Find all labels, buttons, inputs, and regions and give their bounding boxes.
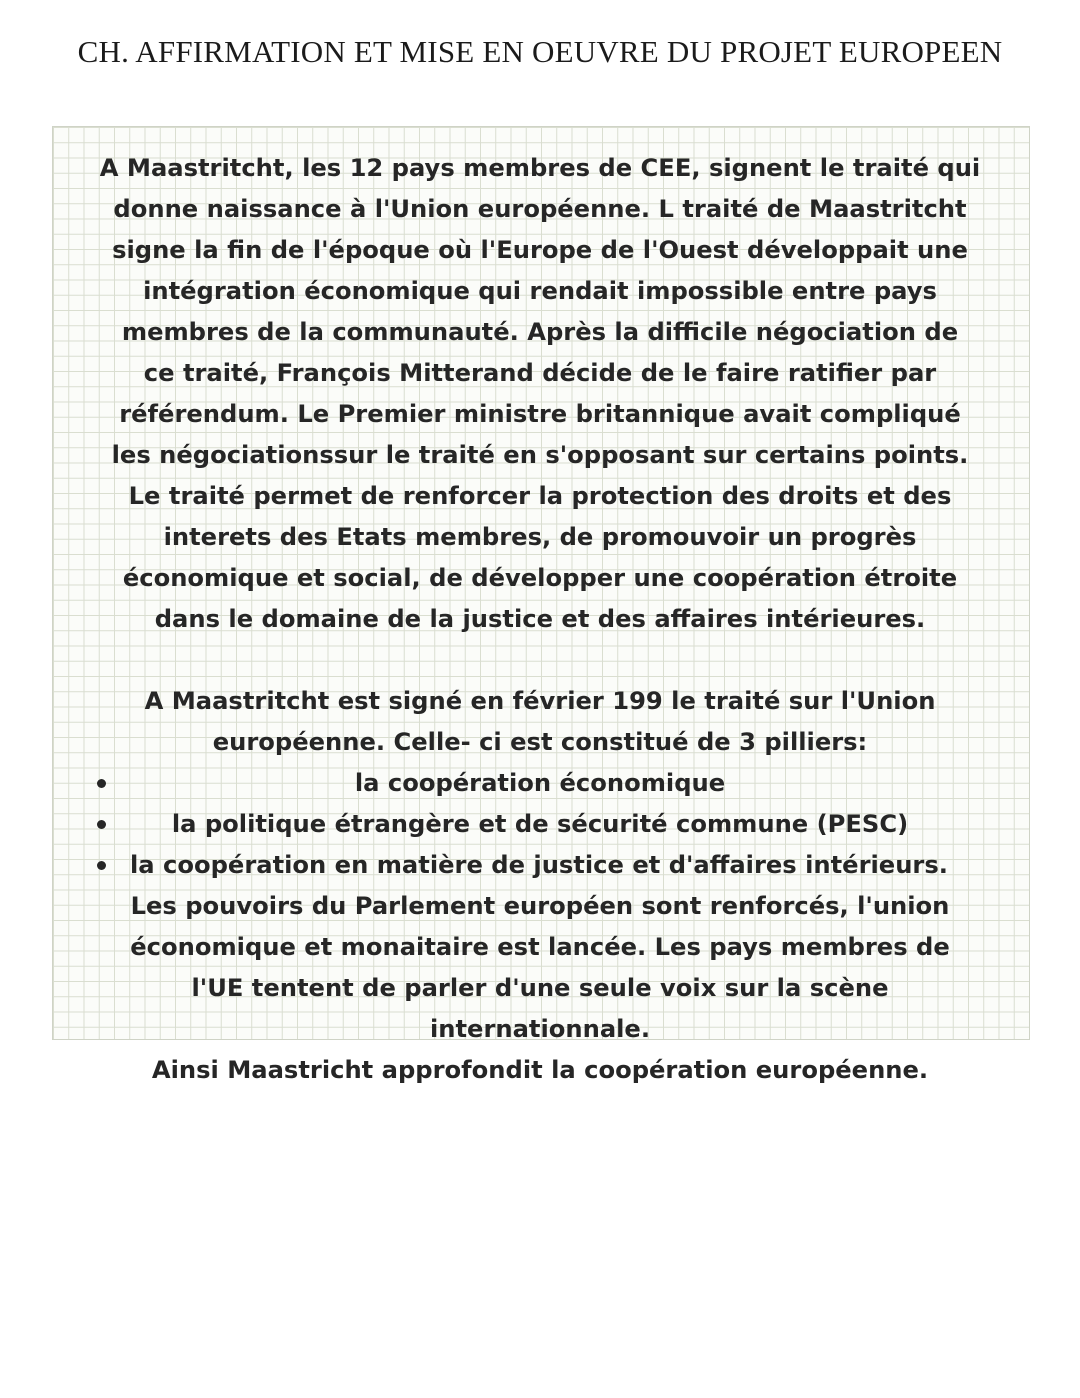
text-line: intégration économique qui rendait impossible entre pays bbox=[143, 277, 937, 305]
text-line: A Maastritcht est signé en février 199 le traité sur l'Union bbox=[144, 687, 936, 715]
text-line: européenne. Celle- ci est constitué de 3 pilliers: bbox=[212, 728, 868, 756]
conclusion-line: Ainsi Maastricht approfondit la coopération européenne. bbox=[151, 1056, 929, 1084]
text-line: internationnale. bbox=[429, 1015, 651, 1043]
pillars-list bbox=[52, 763, 1028, 886]
text-line: les négociationssur le traité en s'opposant sur certains points. bbox=[111, 441, 969, 469]
paragraph-pillars-intro bbox=[52, 681, 1028, 763]
bullet-icon bbox=[97, 820, 106, 829]
text-line: économique et social, de développer une coopération étroite bbox=[122, 564, 958, 592]
text-line: interets des Etats membres, de promouvoir un progrès bbox=[163, 523, 917, 551]
list-item bbox=[52, 763, 1028, 804]
text-line: donne naissance à l'Union européenne. L traité de Maastritcht bbox=[113, 195, 967, 223]
list-item bbox=[52, 845, 1028, 886]
text-line: Le traité permet de renforcer la protection des droits et des bbox=[128, 482, 952, 510]
text-line: référendum. Le Premier ministre britannique avait compliqué bbox=[119, 400, 961, 428]
text-line: Les pouvoirs du Parlement européen sont renforcés, l'union bbox=[130, 892, 950, 920]
list-item bbox=[52, 804, 1028, 845]
text-line: membres de la communauté. Après la difficile négociation de bbox=[121, 318, 959, 346]
bullet-icon bbox=[97, 779, 106, 788]
pillar-text: la politique étrangère et de sécurité commune (PESC) bbox=[171, 810, 909, 838]
page-title: CH. AFFIRMATION ET MISE EN OEUVRE DU PROJET EUROPEEN bbox=[77, 34, 1003, 69]
text-line: A Maastritcht, les 12 pays membres de CEE, signent le traité qui bbox=[99, 154, 981, 182]
text-line: dans le domaine de la justice et des affaires intérieures. bbox=[154, 605, 926, 633]
text-line: ce traité, François Mitterand décide de le faire ratifier par bbox=[143, 359, 937, 387]
paragraph-outcomes bbox=[52, 886, 1028, 1091]
note-body bbox=[52, 148, 1028, 1091]
pillar-text: la coopération en matière de justice et d'affaires intérieurs. bbox=[130, 851, 948, 879]
text-line: économique et monaitaire est lancée. Les pays membres de bbox=[130, 933, 950, 961]
pillar-text: la coopération économique bbox=[354, 769, 726, 797]
text-line: l'UE tentent de parler d'une seule voix sur la scène bbox=[191, 974, 889, 1002]
paragraph-spacer bbox=[52, 640, 1028, 681]
paragraph-intro bbox=[52, 148, 1028, 640]
bullet-icon bbox=[97, 861, 106, 870]
text-line: signe la fin de l'époque où l'Europe de l'Ouest développait une bbox=[112, 236, 968, 264]
